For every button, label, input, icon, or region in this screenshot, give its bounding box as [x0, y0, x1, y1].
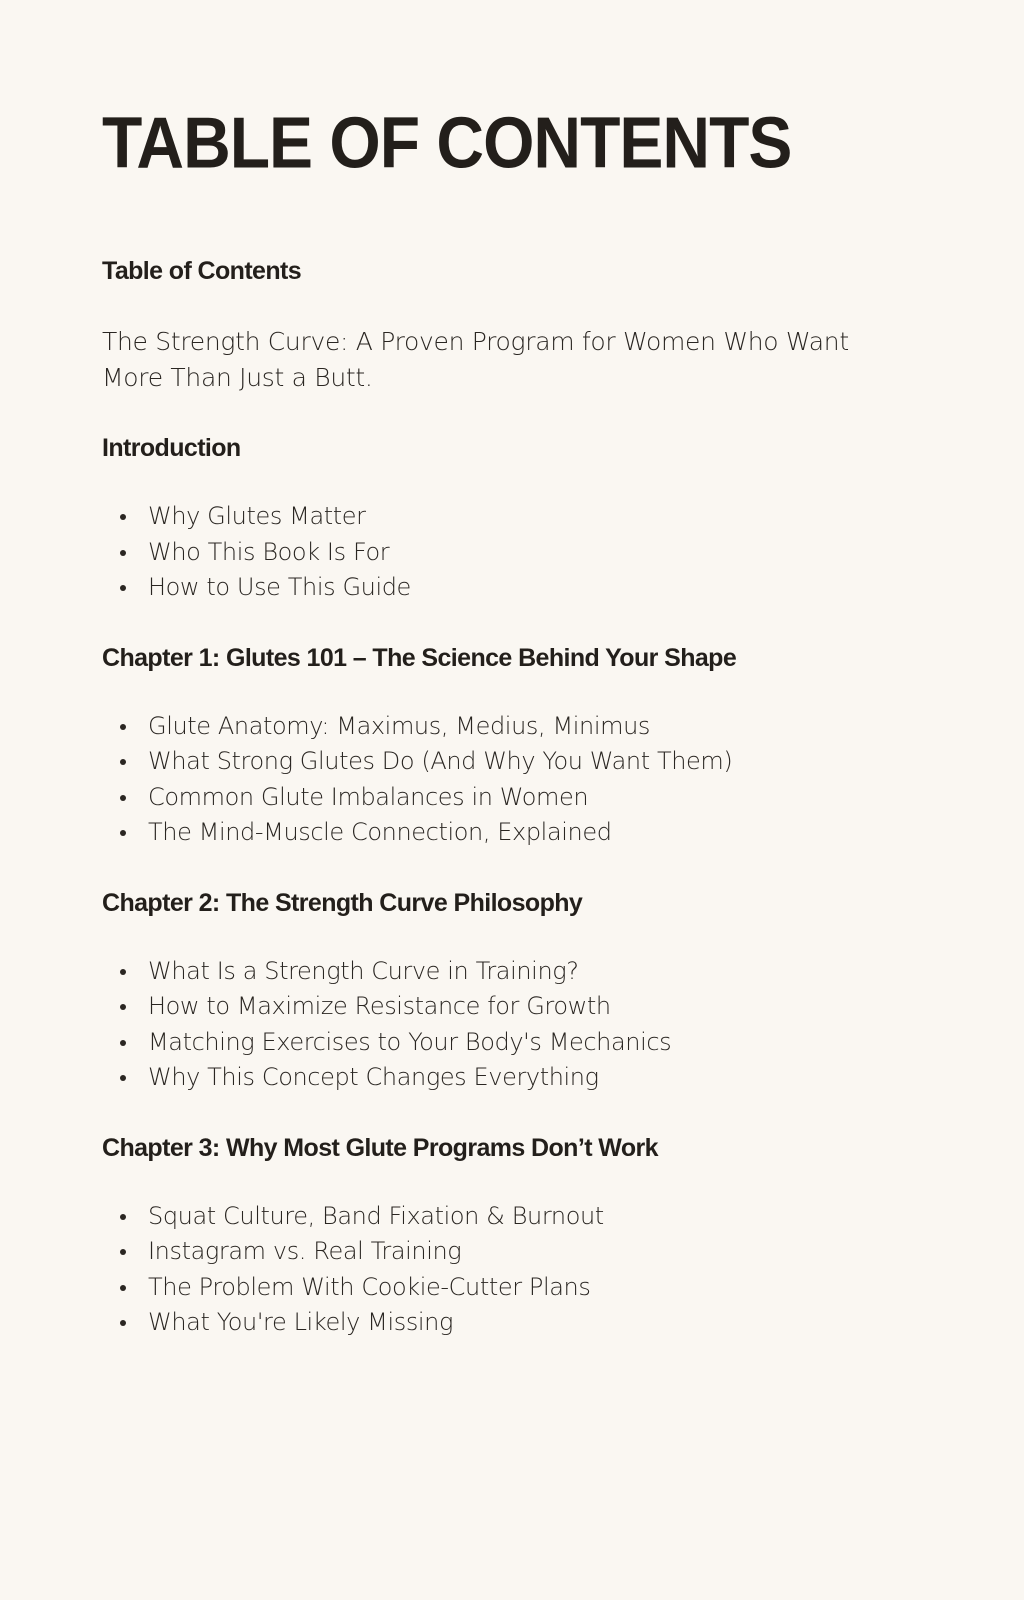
bullet-icon [120, 830, 126, 836]
list-item [120, 1305, 924, 1341]
list-item-text: Squat Culture, Band Fixation & Burnout [148, 1201, 604, 1230]
list-item [120, 780, 924, 816]
bullet-icon [120, 1285, 126, 1291]
list-item [120, 570, 924, 606]
bullet-icon [120, 969, 126, 975]
list-item-text: Instagram vs. Real Training [148, 1237, 462, 1265]
list-item-text: The Mind-Muscle Connection, Explained [148, 818, 612, 846]
list-item [120, 1060, 924, 1096]
list-item [120, 1234, 924, 1270]
list-item-text: Why Glutes Matter [148, 502, 366, 530]
bullet-icon [120, 724, 126, 730]
bullet-icon [120, 1075, 126, 1081]
toc-subtitle: Table of Contents [102, 257, 302, 285]
bullet-icon [120, 759, 126, 765]
bullet-icon [120, 514, 126, 520]
toc-section [102, 885, 924, 1096]
list-item [120, 815, 924, 851]
list-item [120, 989, 924, 1025]
list-item-text: Glute Anatomy: Maximus, Medius, Minimus [148, 711, 650, 740]
list-item [120, 1025, 924, 1061]
bullet-icon [120, 795, 126, 801]
toc-section [102, 640, 924, 851]
section-item-list [102, 1199, 924, 1341]
list-item-text: Common Glute Imbalances in Women [148, 782, 589, 811]
section-heading: Chapter 1: Glutes 101 – The Science Behind Your Shape [102, 643, 737, 672]
list-item [120, 535, 924, 571]
section-heading: Introduction [102, 434, 241, 462]
bullet-icon [120, 1040, 126, 1046]
list-item [120, 744, 924, 780]
book-title-text: The Strength Curve: A Proven Program for Women Who Want More Than Just a Butt. [102, 327, 849, 392]
section-heading: Chapter 3: Why Most Glute Programs Don’t Work [102, 1133, 658, 1162]
list-item-text: How to Maximize Resistance for Growth [148, 992, 611, 1020]
list-item [120, 1199, 924, 1235]
section-item-list [102, 709, 924, 851]
bullet-icon [120, 1004, 126, 1010]
bullet-icon [120, 1320, 126, 1326]
section-item-list [102, 499, 924, 606]
list-item-text: Matching Exercises to Your Body's Mechanics [148, 1027, 672, 1056]
toc-section [102, 1130, 924, 1341]
page-title: TABLE OF CONTENTS [102, 101, 792, 183]
toc-section [102, 430, 924, 606]
list-item-text: What Is a Strength Curve in Training? [148, 956, 579, 985]
toc-sections [102, 430, 924, 1341]
list-item [120, 954, 924, 990]
bullet-icon [120, 1214, 126, 1220]
bullet-icon [120, 1249, 126, 1255]
list-item-text: Why This Concept Changes Everything [148, 1063, 599, 1091]
list-item-text: Who This Book Is For [148, 537, 390, 566]
list-item-text: How to Use This Guide [148, 573, 411, 601]
bullet-icon [120, 585, 126, 591]
list-item [120, 709, 924, 745]
bullet-icon [120, 550, 126, 556]
list-item [120, 499, 924, 535]
section-heading: Chapter 2: The Strength Curve Philosophy [102, 888, 583, 917]
list-item-text: What You're Likely Missing [148, 1308, 453, 1336]
list-item [120, 1270, 924, 1306]
list-item-text: What Strong Glutes Do (And Why You Want Them) [148, 747, 733, 775]
list-item-text: The Problem With Cookie-Cutter Plans [148, 1272, 591, 1301]
section-item-list [102, 954, 924, 1096]
